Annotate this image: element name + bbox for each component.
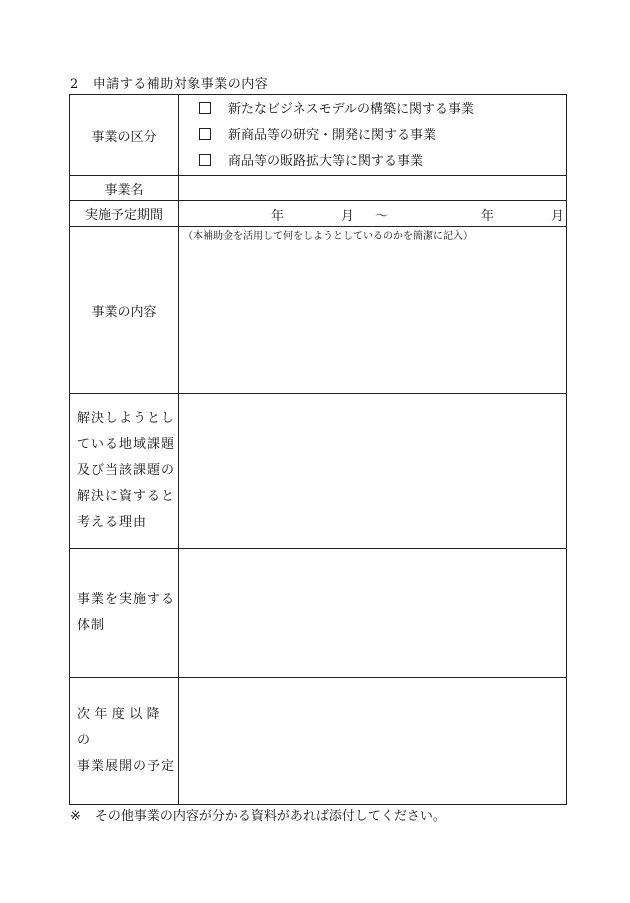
- plan-row: [70, 678, 567, 805]
- content-field[interactable]: [179, 227, 567, 394]
- period-label: 実施予定期間: [70, 201, 179, 227]
- period-field[interactable]: [179, 201, 567, 227]
- category-option-3[interactable]: [199, 149, 566, 175]
- footnote: [70, 805, 446, 824]
- footnote-text: その他事業の内容が分かる資料があれば添付してください。: [94, 809, 446, 824]
- reason-label-line-5: 考える理由: [77, 515, 148, 530]
- plan-label-line-2: 事業展開の予定: [77, 759, 176, 774]
- application-form-table: [69, 94, 567, 805]
- reason-label-line-3: 及び当該課題の: [77, 463, 176, 478]
- period-start-month-unit: 月: [341, 209, 355, 224]
- category-option-2[interactable]: [199, 123, 566, 149]
- category-label: 事業の区分: [70, 95, 179, 176]
- checkbox-icon[interactable]: [199, 154, 211, 166]
- business-name-field[interactable]: [179, 176, 567, 201]
- section-title: [70, 73, 268, 92]
- reason-label-line-2: ている地域課題: [77, 437, 176, 452]
- business-name-row: [70, 176, 567, 201]
- checkbox-icon[interactable]: [199, 102, 211, 114]
- content-label: 事業の内容: [70, 227, 179, 394]
- footnote-mark: ※: [70, 809, 81, 824]
- period-row: [70, 201, 567, 227]
- structure-label-line-1: 事業を実施する: [77, 592, 176, 607]
- reason-field[interactable]: [179, 394, 567, 549]
- category-row: [70, 95, 567, 176]
- content-hint: （本補助金を活用して何をしようとしているのかを簡潔に記入）: [183, 231, 473, 242]
- structure-label-line-2: 体制: [77, 618, 106, 633]
- period-end-month-unit: 月: [551, 209, 565, 224]
- category-option-2-label: 新商品等の研究・開発に関する事業: [228, 128, 437, 143]
- period-separator: ～: [375, 209, 389, 224]
- category-option-1[interactable]: [199, 97, 566, 123]
- reason-label-line-1: 解決しようとし: [77, 411, 176, 426]
- category-option-3-label: 商品等の販路拡大等に関する事業: [228, 154, 424, 169]
- reason-row: [70, 394, 567, 549]
- section-number: 2: [70, 77, 79, 92]
- structure-field[interactable]: [179, 549, 567, 678]
- plan-field[interactable]: [179, 678, 567, 805]
- content-row: [70, 227, 567, 394]
- period-start-year-unit: 年: [271, 209, 285, 224]
- category-options-cell: [179, 95, 567, 176]
- plan-label-line-1: 次年度以降の: [77, 707, 165, 748]
- reason-label: [70, 394, 179, 549]
- structure-label: [70, 549, 179, 678]
- plan-label: [70, 678, 179, 805]
- category-option-1-label: 新たなビジネスモデルの構築に関する事業: [228, 102, 474, 117]
- structure-row: [70, 549, 567, 678]
- section-title-text: 申請する補助対象事業の内容: [92, 77, 269, 92]
- period-end-year-unit: 年: [481, 209, 495, 224]
- checkbox-icon[interactable]: [199, 128, 211, 140]
- reason-label-line-4: 解決に資すると: [77, 489, 176, 504]
- business-name-label: 事業名: [70, 176, 179, 201]
